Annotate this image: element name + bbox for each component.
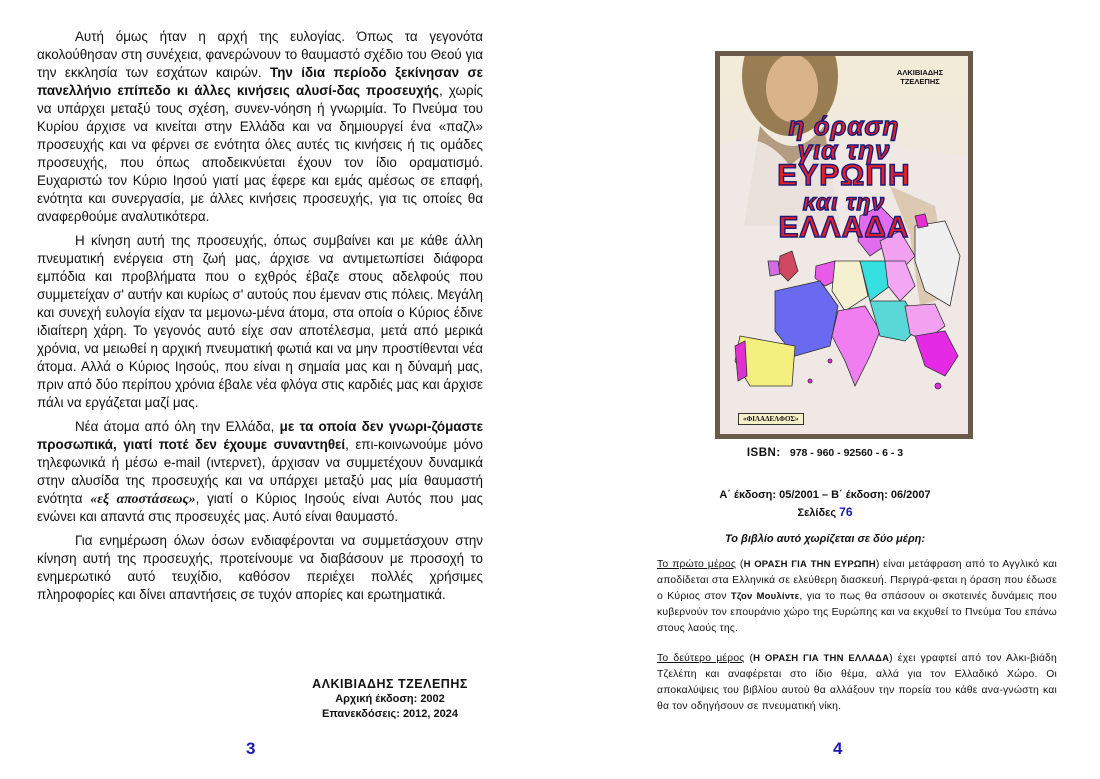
editions-block — [550, 487, 1100, 522]
map-crete — [935, 383, 941, 389]
map-island-2 — [828, 359, 832, 363]
paragraph-1-run-2: Την ίδια περίοδο ξεκίνησαν σε πανελλήνιο επίπεδο κι άλλες κινήσεις αλυσί-δας προσευχής — [37, 65, 483, 98]
paragraph-1-run-3: , χωρίς να υπάρχει μεταξύ τους σχέση, συνεν-νόηση ή γνωριμία. Το Πνεύμα του Κυρίου άρχισε να κινείται στην Ελλάδα και να δημιουργεί ένα «παζλ» προσευχής και να φέρνει σε ενότητα όλες αυτές τις κινήσεις ή τις ομάδες προσευχής, που όπως αποδεικνύεται έχουν τον ίδιο οραματισμό. Ευχαριστώ τον Κύριο Ιησού γιατί μας έφερε και εμάς αμέσως σε επαφή, ενότητα και συνεργασία, με άλλες κινήσεις προσευχής, για τις οποίες θα αναφερθούμε αναλυτικότερα. — [37, 83, 483, 224]
author-signature — [290, 676, 490, 722]
cover-title-line1: η όραση — [788, 111, 900, 141]
book-cover — [715, 51, 973, 439]
author-name: ΑΛΚΙΒΙΑΔΗΣ ΤΖΕΛΕΠΗΣ — [312, 677, 468, 691]
paragraph-2 — [37, 232, 483, 412]
map-ireland — [768, 261, 780, 276]
cover-title-line4: και την — [802, 189, 886, 215]
part-one-text-a: είναι μετάφραση από το Αγγλικό και αποδίδεται στα Ελληνικά σε ελεύθερη διασκευή. Περιγρά-φεται η όραση που έδωσε ο Κύριος στον — [657, 559, 1057, 602]
cover-author — [880, 68, 960, 86]
paragraph-3-run-3: , επι-κοινωνούμε μόνο τηλεφωνικά ή μέσω e-mail (ιντερνετ), άρχισαν να συμμετέχουν δυναμικά στην αλυσίδα της προσευχής και να υπάρχει μεταξύ μας μία θαυμαστή ενότητα — [37, 437, 483, 506]
paragraph-3-run-4: «εξ αποστάσεως» — [90, 491, 196, 506]
paragraph-3-run-5: , γιατί ο Κύριος Ιησούς είναι Αυτός που μας ενώνει και απαντά στις προσευχές μας. Αυτό είναι θαυμαστό. — [37, 491, 483, 524]
paragraph-4-run-1: Για ενημέρωση όλων όσων ενδιαφέρονται να συμμετάσχουν στην κίνηση αυτή της προσευχής, προτείνουμε να διαβάσουν με προσοχή το ενημερωτικό αυτό τευχίδιο, καθόσον περιέχει πολλές χρήσιμες πληροφορίες και δίνει απαντήσεις σε τυχόν απορίες και ερωτηματικά. — [37, 533, 483, 602]
cover-title — [720, 111, 968, 244]
reprints-line: Επανεκδόσεις: 2012, 2024 — [321, 708, 458, 720]
part-one-text-b: , για το πως θα σπάσουν οι σκοτεινές δυνάμεις που κυβερνούν τον επουράνιο χώρο της Ευρώπης και να εκχυθεί το Πνεύμα Του επάνω στους λαούς της. — [657, 591, 1058, 634]
part-two-text: έχει γραφτεί από τον Αλκι-βιάδη Τζελέπη και αναφέρεται στο ίδιο θέμα, αλλά για τον Ελλαδικό Χώρο. Οι αποκαλύψεις του βιβλίου αυτού θα αλλάξουν την πορεία του κάθε ανα-γνώστη και θα τον οδηγήσουν σε πνευματική νίκη. — [657, 653, 1057, 712]
book-intro: Το βιβλίο αυτό χωρίζεται σε δύο μέρη: — [724, 533, 926, 545]
isbn-value: 978 - 960 - 92560 - 6 - 3 — [789, 447, 904, 459]
cover-title-line5: ΕΛΛΑΔΑ — [778, 211, 910, 244]
paragraph-3 — [37, 418, 483, 526]
cover-title-line2: για την — [797, 135, 891, 165]
pages-line — [550, 504, 1100, 522]
part-one-description: Το πρώτο μέρος (Η ΟΡΑΣΗ ΓΙΑ ΤΗΝ ΕΥΡΩΠΗ) είναι μετάφραση από το Αγγλικό και αποδίδεται στα Ελληνικά σε ελεύθερη διασκευή. Περιγρά-φεται η όραση που έδωσε ο Κύριος στον Τζον Μουλίντε, για το πως θα σπάσουν οι σκοτεινές δυνάμεις που κυβερνούν τον επουράνιο χώρο της Ευρώπης και να εκχυθεί το Πνεύμα Του επάνω στους λαούς της. — [657, 559, 1058, 634]
first-edition-line: Αρχική έκδοση: 2002 — [335, 693, 445, 705]
isbn-label: ISBN: — [746, 447, 781, 459]
part-one-label: Το πρώτο μέρος — [657, 559, 737, 570]
cover-author-line2: ΤΖΕΛΕΠΗΣ — [900, 77, 940, 86]
page-number-right: 4 — [833, 739, 843, 758]
paragraph-3-run-2: με τα οποία δεν γνωρι-ζόμαστε προσωπικά, γιατί ποτέ δεν έχουμε συναντηθεί — [37, 419, 483, 452]
isbn-line — [550, 447, 1100, 459]
part-one-name: Τζον Μουλίντε — [730, 591, 800, 602]
map-island-1 — [808, 379, 812, 383]
paragraph-1 — [37, 28, 483, 226]
part-two-label: Το δεύτερο μέρος — [657, 653, 745, 664]
paragraph-1-run-1: Αυτή όμως ήταν η αρχή της ευλογίας. Όπως τα γεγονότα ακολούθησαν στη συνέχεια, φανερώνουν το θαυμαστό σχέδιο του Θεού για την εκκλησία των εσχάτων καιρών. — [37, 29, 483, 80]
part-two-title: Η ΟΡΑΣΗ ΓΙΑ ΤΗΝ ΕΛΛΑΔΑ — [753, 653, 890, 664]
cover-publisher: «ΦΙΛΑΔΕΛΦΟΣ» — [738, 413, 804, 425]
paragraph-3-run-1: Νέα άτομα από όλη την Ελλάδα, — [75, 419, 280, 434]
part-one-title: Η ΟΡΑΣΗ ΓΙΑ ΤΗΝ ΕΥΡΩΠΗ — [743, 559, 876, 570]
paragraph-2-run-1: Η κίνηση αυτή της προσευχής, όπως συμβαίνει και με κάθε άλλη πνευματική ενέργεια στη ζωή μας, άρχισε να αντιμετωπίσει διάφορα εμπόδια και προβλήματα που ο εχθρός έβαζε στους αδελφούς που συμμετείχαν σ' αυτήν και κυρίως σ' αυτούς που έμεναν στις πόλεις. Μεγάλη και συνεχή ευλογία είχαν τα μεμονω-μένα άτομα, στα οποία ο Κύριος έδινε ιδιαίτερη χάρη. Το γεγονός αυτό είχε σαν αποτέλεσμα, μετά από μερικά χρόνια, να μειωθεί η αρχική πνευματική φωτιά και να μην προστίθενται νέα άτομα. Αλλά ο Κύριος Ιησούς, που είναι η σημαία μας και η δύναμή μας, πριν από δύο περίπου χρόνια έβαλε νέα φλόγα στις καρδιές μας και άρχισε πάλι να εργάζεται μαζί μας. — [37, 233, 483, 410]
right-page — [550, 0, 1100, 779]
page-number-left: 3 — [246, 739, 256, 758]
left-body-text — [37, 28, 483, 610]
cover-author-line1: ΑΛΚΙΒΙΑΔΗΣ — [896, 68, 944, 77]
pages-value: 76 — [839, 505, 853, 519]
paragraph-4 — [37, 532, 483, 604]
cover-title-line3: ΕΥΡΩΠΗ — [777, 159, 911, 192]
part-two-description: Το δεύτερο μέρος (Η ΟΡΑΣΗ ΓΙΑ ΤΗΝ ΕΛΛΑΔΑ) έχει γραφτεί από τον Αλκι-βιάδη Τζελέπη και αναφέρεται στο ίδιο θέμα, αλλά για τον Ελλαδικό Χώρο. Οι αποκαλύψεις του βιβλίου αυτού θα αλλάξουν την πορεία του κάθε ανα-γνώστη και θα τον οδηγήσουν σε πνευματική νίκη. — [657, 653, 1057, 712]
pages-label: Σελίδες — [797, 507, 837, 519]
editions-line: Α΄ έκδοση: 05/2001 – Β΄ έκδοση: 06/2007 — [719, 489, 931, 501]
